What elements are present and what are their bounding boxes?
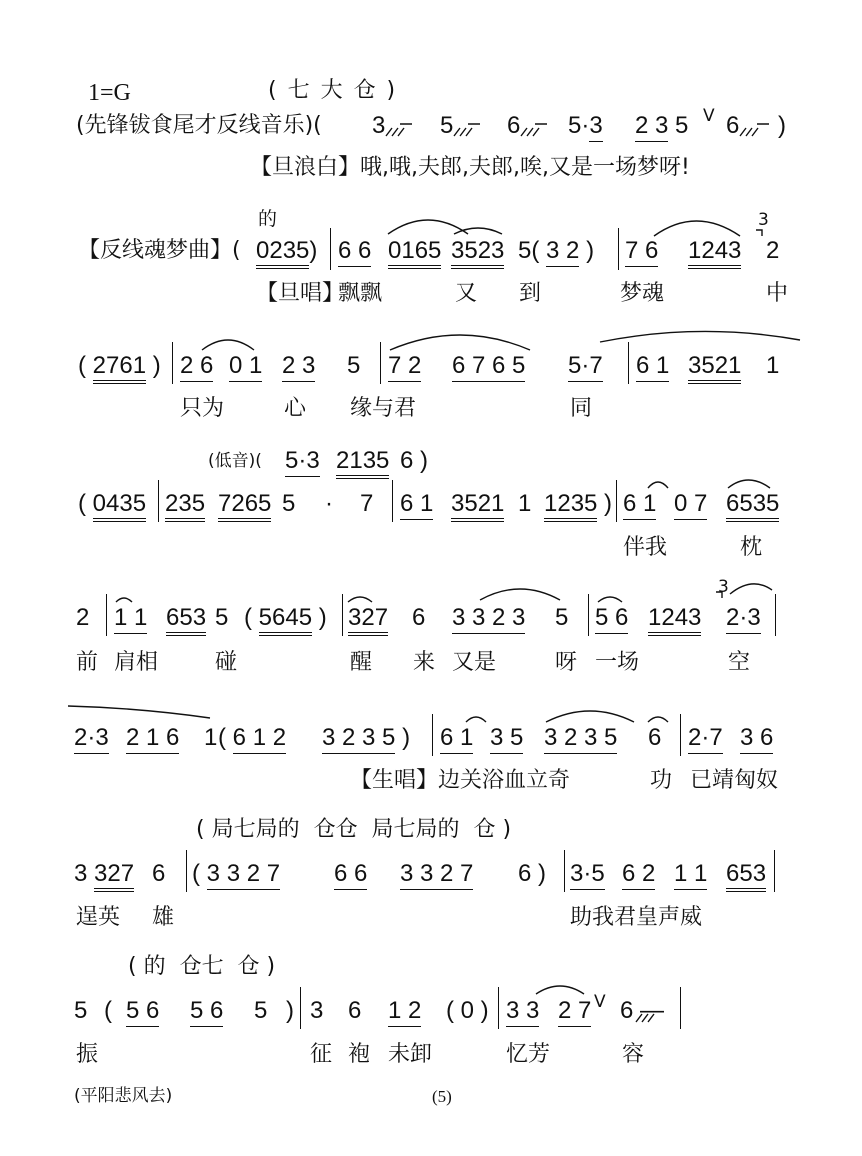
note-group: 5 6 [190, 999, 223, 1023]
intro-note: 6 [726, 112, 740, 139]
note-group: 7 [360, 490, 374, 517]
lyric: 心 [284, 396, 307, 421]
note-group: 2 [76, 604, 90, 631]
note-group: 1235 ) [544, 492, 612, 516]
note-group: 2·7 [688, 726, 723, 750]
note-group: 1 [204, 724, 218, 751]
singer-label: 【旦唱】 [256, 281, 345, 306]
source-title: (平阳悲风去) [74, 1086, 173, 1106]
note-group: 653 [726, 862, 766, 886]
lyric: 袍 [348, 1042, 371, 1067]
note-group: 6 6 [334, 862, 367, 886]
note-group: 5( 3 2 ) [518, 239, 594, 263]
lyric: 醒 [350, 650, 373, 675]
note-group: ( 0435 [78, 492, 146, 516]
bass-note: 2135 [336, 449, 389, 473]
lyric: 振 [76, 1042, 99, 1067]
note-group: 7 6 [625, 239, 658, 263]
note-group: 6 2 [622, 862, 655, 886]
note-group: 6 — [620, 997, 665, 1024]
note-group: 5 [555, 604, 569, 631]
lyric: 忆芳 [506, 1042, 551, 1067]
lyric: 助我君皇声威 [570, 905, 703, 930]
note-group: 6 ) [518, 860, 547, 887]
note-group: 3 327 [74, 862, 134, 886]
percussion-title: ( 七 大 仓 ) [268, 78, 398, 103]
lyric: 中 [766, 281, 789, 306]
note-group: ( 0 ) [446, 997, 489, 1024]
note-group: 6 7 6 5 [452, 354, 525, 378]
lyric: 功 [650, 768, 673, 793]
note-group: 0235) [256, 239, 317, 263]
percussion-line: ( 的 仓七 仓 ) [128, 954, 276, 979]
lyric: 未卸 [388, 1042, 433, 1067]
bass-label: (低音)( [208, 451, 262, 471]
key-signature: 1=G [88, 80, 131, 106]
note-group: 2 1 6 [126, 726, 179, 750]
note-group: 5 [254, 997, 268, 1024]
lyric: 只为 [180, 396, 225, 421]
intro-note: 3 [372, 112, 386, 139]
note-group: 5 [215, 604, 229, 631]
note-group: 6 [412, 604, 426, 631]
note-group: 3 3 2 7 [400, 862, 473, 886]
note-group: 2 3 [282, 354, 315, 378]
note-group: 3521 [688, 354, 741, 378]
note-group: 2·3 [726, 606, 761, 630]
bass-note: 6 ) [400, 447, 429, 474]
note-group: 6 [648, 724, 662, 751]
percussion-line: ( 局七局的 仓仓 局七局的 仓 ) [196, 817, 512, 842]
note-group: 2·3 [74, 726, 109, 750]
note-group: 0 7 [674, 492, 707, 516]
note-group: 5·7 [568, 354, 603, 378]
bass-note: 5·3 [285, 449, 320, 473]
note-group: 3 6 [740, 726, 773, 750]
note-group: · [325, 490, 333, 517]
lyric: 容 [622, 1042, 645, 1067]
note-group: 1243 [648, 606, 701, 630]
note-group: 5 [282, 490, 296, 517]
note-group: 2 [766, 237, 780, 264]
note-group: 3 2 3 5 ) [322, 726, 410, 750]
note-group: ( 2761 ) [78, 354, 161, 378]
note-group: ( 5645 ) [244, 606, 327, 630]
note-group: 3 5 [490, 726, 523, 750]
note-group: 7 2 [388, 354, 421, 378]
singer-label: 【生唱】 [350, 768, 439, 793]
note-group: 235 [165, 492, 205, 516]
note-group: 653 [166, 606, 206, 630]
spoken-line: 【旦浪白】哦,哦,夫郎,夫郎,唉,又是一场梦呀! [250, 155, 690, 180]
lyric: 呀 [555, 650, 578, 675]
note-group: 0 1 [229, 354, 262, 378]
note-group: 6 1 [636, 354, 669, 378]
lyric: 一场 [595, 650, 640, 675]
intro-label: (先锋钹食尾才反线音乐)( [76, 113, 322, 138]
page-number: (5) [432, 1087, 452, 1106]
note-group: 1 2 [388, 999, 421, 1023]
intro-note: 6 [507, 112, 521, 139]
note-group: 5 6 [126, 999, 159, 1023]
lyric: 枕 [740, 535, 763, 560]
note-group: 3 3 2 3 [452, 606, 525, 630]
lyric: 又是 [452, 650, 497, 675]
note-group: 5 [347, 352, 361, 379]
note-group: 3 3 [506, 999, 539, 1023]
intro-close: ) [778, 112, 786, 139]
note-group: 6 [348, 997, 362, 1024]
lyric: 到 [519, 281, 542, 306]
note-group: 1 [518, 490, 532, 517]
note-group: 6 1 [623, 492, 656, 516]
note-group: 1 [766, 352, 780, 379]
note-group: ( 3 3 2 7 [192, 862, 280, 886]
lyric: 逞英 [76, 905, 121, 930]
note-group: 1243 [688, 239, 741, 263]
lyric: 同 [570, 396, 593, 421]
note-group: 3523 [451, 239, 504, 263]
note-group: 3521 [451, 492, 504, 516]
breath-mark: V [703, 106, 715, 126]
triplet-mark: 3 [718, 577, 729, 597]
note-group: 3 2 3 5 [544, 726, 617, 750]
intro-note: 5 [440, 112, 454, 139]
lyric: 梦魂 [620, 281, 665, 306]
lyric: 碰 [215, 650, 238, 675]
intro-note: 2 3 5 [635, 114, 688, 138]
lyric: 前 [76, 650, 99, 675]
note-group: 2 7 [558, 999, 591, 1023]
note-group: 0165 [388, 239, 441, 263]
lyric: 征 [310, 1042, 333, 1067]
note-group: 6535 [726, 492, 779, 516]
breath-mark: V [594, 992, 606, 1012]
note-group: ( 6 1 2 [218, 726, 286, 750]
tune-label: 【反线魂梦曲】( [78, 238, 241, 263]
note-group: 6 6 [338, 239, 371, 263]
lyric: 来 [413, 650, 436, 675]
note-group: 6 1 [400, 492, 433, 516]
note-group: 3 [310, 997, 324, 1024]
note-group: 5 6 [595, 606, 628, 630]
intro-note: 5·3 [568, 114, 603, 138]
ornament-text: 的 [258, 208, 278, 230]
note-group: ) [286, 997, 294, 1024]
note-group: 7265 [218, 492, 271, 516]
note-group: 3·5 [570, 862, 605, 886]
lyric: 又 [455, 281, 478, 306]
note-group: 1 1 [114, 606, 147, 630]
lyric: 已靖匈奴 [690, 768, 779, 793]
note-group: 6 [152, 860, 166, 887]
note-group: ( [104, 997, 112, 1024]
lyric: 肩相 [114, 650, 159, 675]
lyric: 雄 [152, 905, 175, 930]
note-group: 1 1 [674, 862, 707, 886]
triplet-mark: 3 [758, 210, 769, 230]
lyric: 缘与君 [350, 396, 417, 421]
note-group: 327 [348, 606, 388, 630]
note-group: 5 [74, 997, 88, 1024]
lyric: 边关浴血立奇 [438, 768, 571, 793]
lyric: 飘飘 [338, 281, 383, 306]
lyric: 空 [728, 650, 751, 675]
note-group: 6 1 [440, 726, 473, 750]
lyric: 伴我 [623, 535, 668, 560]
note-group: 2 6 [180, 354, 213, 378]
